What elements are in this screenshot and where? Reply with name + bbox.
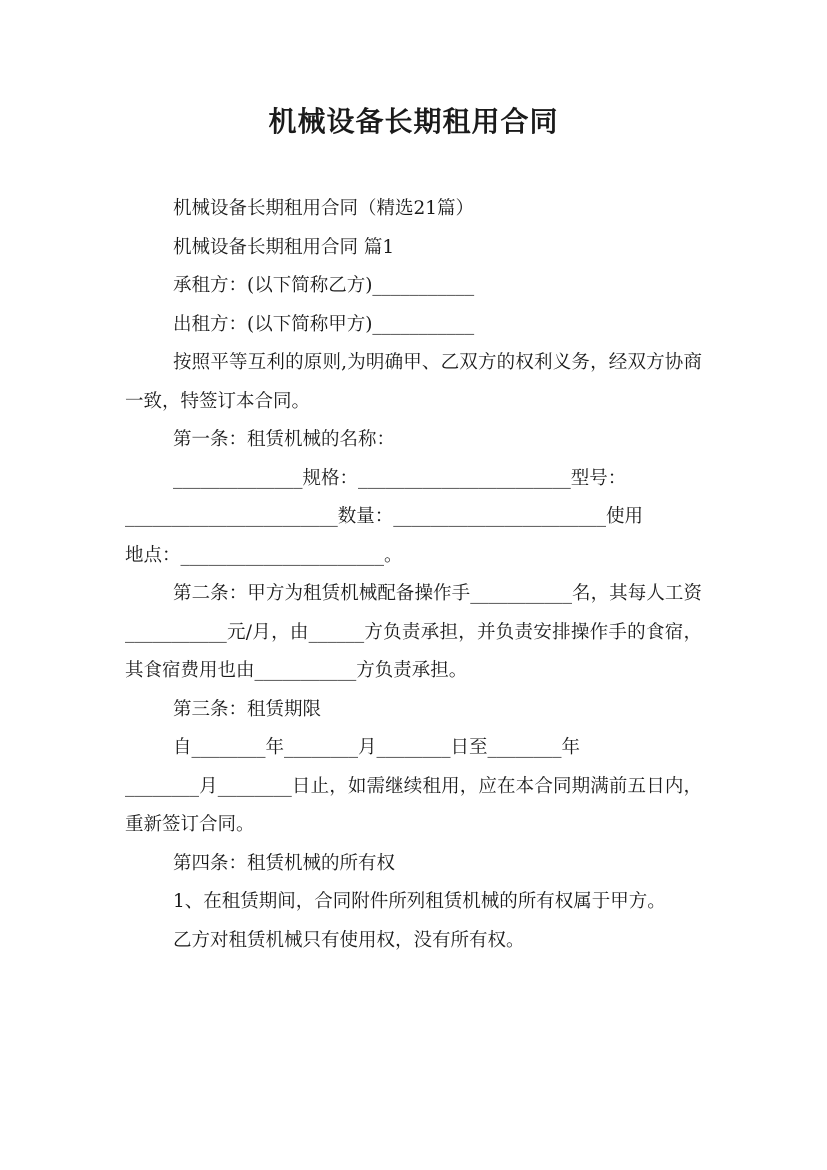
article-1-heading: 第一条：租赁机械的名称： [173,429,396,450]
article-2-paragraph: 第二条：甲方为租赁机械配备操作手___________名，其每人工资___________元/月，由______方负责承担，并负责安排操作手的食宿，其食宿费用也由___________方负责承担。 [125,583,702,681]
article-4-heading: 第四条：租赁机械的所有权 [173,852,396,874]
section-heading: 机械设备长期租用合同 篇1 [173,236,395,258]
subtitle-line: 机械设备长期租用合同（精选21篇） [173,198,475,219]
article-1-quantity-line: _______________________数量：_______________________使用 [125,506,644,527]
article-4-clause-2: 乙方对租赁机械只有使用权，没有所有权。 [173,929,525,951]
article-3-date-line: 自________年________月________日至________年 [173,737,581,758]
article-4-clause-1: 1、在租赁期间，合同附件所列租赁机械的所有权属于甲方。 [173,891,666,912]
document-body [125,190,702,960]
article-1-spec-line: ______________规格：_______________________型号： [173,467,627,489]
lessee-line: 承租方：(以下简称乙方)___________ [173,275,475,296]
document-title: 机械设备长期租用合同 [268,105,559,138]
lessor-line: 出租方：(以下简称甲方)___________ [173,313,475,335]
article-3-paragraph: ________月________日止，如需继续租用，应在本合同期满前五日内，重新签订合同。 [125,775,702,835]
preamble-paragraph: 按照平等互利的原则,为明确甲、乙双方的权利义务，经双方协商一致，特签订本合同。 [125,352,702,412]
article-1-location-line: 地点：______________________。 [125,544,403,566]
article-3-heading: 第三条：租赁期限 [173,698,322,720]
